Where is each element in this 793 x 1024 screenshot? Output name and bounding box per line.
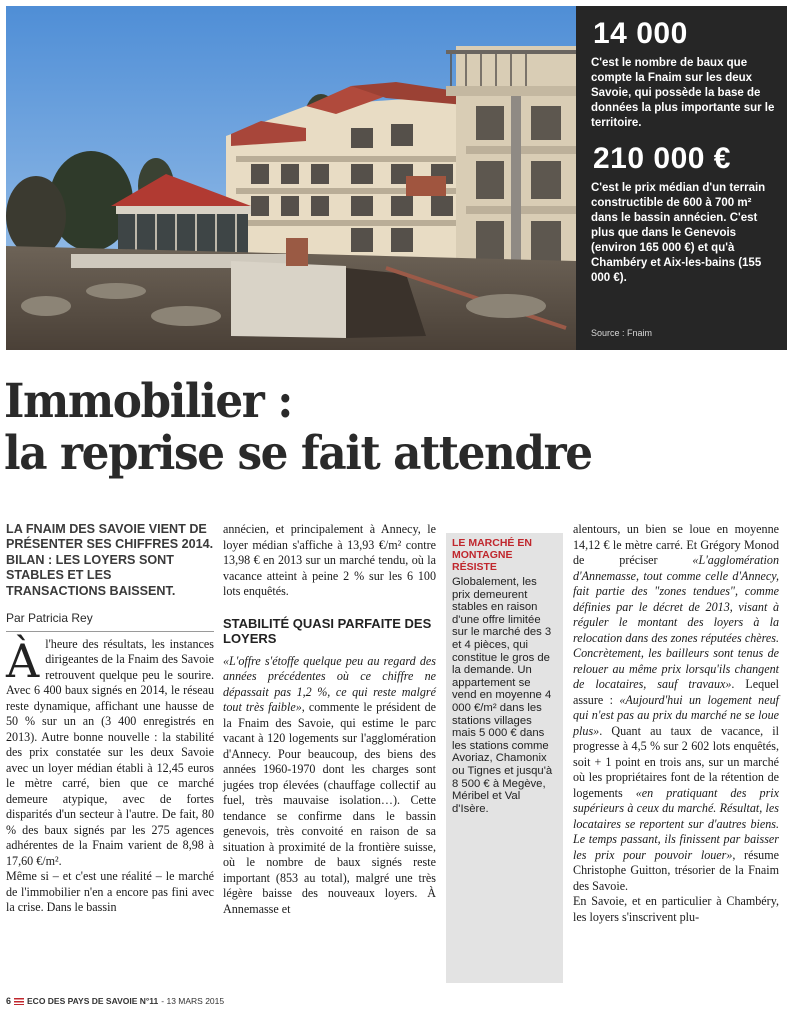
page-number: 6 <box>6 996 12 1006</box>
paragraph: Même si – et c'est une réalité – le marché de l'immobilier n'en a encore pas fini avec la crise. Dans le bassin <box>6 869 214 915</box>
paragraph: En Savoie, et en particulier à Chambéry, les loyers s'inscrivent plu- <box>573 894 779 924</box>
article-column-1 <box>6 522 214 916</box>
stat-description: C'est le nombre de baux que compte la Fnaim sur les deux Savoie, qui possède la base de données la plus importante sur le territoire. <box>591 57 775 129</box>
stat-number: 14 000 <box>593 17 688 50</box>
stats-source: Source : Fnaim <box>591 328 653 338</box>
quote: «L'offre s'étoffe quelque peu au regard des années précédentes où ce chiffre ne dépassait pas 1,2 %, ce qui reste malgré tout très faible» <box>223 653 436 714</box>
publication-date: - 13 MARS 2015 <box>161 996 225 1006</box>
key-figures-panel <box>576 6 787 350</box>
byline: Par Patricia Rey <box>6 611 214 632</box>
quote: «en pratiquant des prix supérieurs à ceux du marché. Résultat, les locataires se reportent sur d'autres biens. Le temps passant, ils finissent par baisser les prix pour pouvoir louer» <box>573 785 779 862</box>
inset-text: Globalement, les prix demeurent stables en raison d'une offre limitée sur le marché des 3 et 4 pièces, qui constitue le gros de la demande. Un appartement se vend en moyenne 4 000 €/m² dans les stations villages mais 5 000 € dans les stations comme Avoriaz, Chamonix ou Tignes et jusqu'à 8 500 € à Megève, Méribel et Val d'Isère. <box>452 576 553 815</box>
page-footer <box>6 996 224 1006</box>
paragraph: «L'offre s'étoffe quelque peu au regard des années précédentes où ce chiffre ne dépassait pas 1,2 %, ce qui reste malgré tout très faible», commente le président de la Fnaim des Savoie, qui estime le parc vacant à 120 logements sur l'agglomération d'Annecy. Pour beaucoup, des biens des années 1960-1970 dont les charges sont jugées trop élevées (chauffage collectif au fuel, très mauvaise isolation…). Cette tendance se confirme dans le bassin genevois, très convoité en raison de sa situation à proximité de la frontière suisse, où le nombre de baux signés reste important (853 au total), malgré une très légère baisse des nouveaux loyers. À Annemasse et <box>223 653 437 916</box>
publication-logo-icon <box>14 998 24 1005</box>
mountain-market-inset <box>446 533 563 983</box>
article-deck: LA FNAIM DES SAVOIE VIENT DE PRÉSENTER SES CHIFFRES 2014. BILAN : LES LOYERS SONT STABLES ET LES TRANSACTIONS BAISSENT. <box>6 522 214 598</box>
section-subhead: STABILITÉ QUASI PARFAITE DES LOYERS <box>223 615 432 646</box>
paragraph: annécien, et principalement à Annecy, le loyer médian s'affiche à 13,93 €/m² contre 13,98 € en 2013 sur un marché tendu, où la vacance atteint à peine 2 % sur les 6 100 lots enquêtés. <box>223 522 436 598</box>
inset-title: LE MARCHÉ EN MONTAGNE RÉSISTE <box>452 537 532 573</box>
article-column-4 <box>573 522 779 925</box>
quote: «L'agglomération d'Annemasse, tout comme celle d'Annecy, fait partie des "zones tendues", comme définies par le décret de 2013, visant à réguler le montant des loyers à la relocation dans des zones réputées chères. Concrètement, les bailleurs sont tenus de relouer au même prix lorsqu'ils changent de locataires, sauf travaux» <box>573 553 779 691</box>
article-column-2 <box>223 522 436 917</box>
stat-number: 210 000 € <box>593 142 731 175</box>
paragraph: Àl'heure des résultats, les instances dirigeantes de la Fnaim des Savoie retrouvent quelque peu le sourire. Avec 6 400 baux signés en 2014, le réseau reste dynamique, affichant une hausse de 50 % sur un an (3 400 enregistrés en 2013). Autre bonne nouvelle : la stabilité des prix constatée sur les deux Savoie avec un loyer médian établi à 12,45 euros le mètre carré, bien que ce marché demeure atypique, avec de fortes disparités d'un secteur à l'autre. De fait, 80 % des baux signés par les 275 agences adhérentes de la Fnaim varient de 8,98 à 17,60 €/m². <box>6 633 214 868</box>
article-headline <box>4 376 729 480</box>
publication-name: ECO DES PAYS DE SAVOIE N°11 <box>27 996 159 1006</box>
headline-line: la reprise se fait attendre <box>4 426 592 481</box>
residence-photo <box>6 6 576 350</box>
headline-line: Immobilier : <box>4 374 292 429</box>
paragraph: alentours, un bien se loue en moyenne 14,12 € le mètre carré. Et Grégory Monod de préciser «L'agglomération d'Annemasse, tout comme celle d'Annecy, fait partie des "zones tendues", comme définies par le décret de 2013, visant à réguler le montant des loyers à la relocation dans des zones réputées chères. Concrètement, les bailleurs sont tenus de relouer au même prix lorsqu'ils changent de locataires, sauf travaux». Lequel assure : «Aujourd'hui un logement neuf qui n'est pas au prix du marché ne se loue plus». Quant au taux de vacance, il progresse à 4,5 % sur 2 602 lots enquêtés, soit + 1 point en trois ans, sur un marché où les propriétaires font de la rétention de logements «en pratiquant des prix supérieurs à ceux du marché. Résultat, les locataires se reportent sur d'autres biens. Le temps passant, ils finissent par baisser les prix pour pouvoir louer», résume Christophe Guitton, trésorier de la Fnaim des Savoie. <box>573 522 779 893</box>
quote: «Aujourd'hui un logement neuf qui n'est pas au prix du marché ne se loue plus» <box>573 692 779 738</box>
drop-cap: À <box>6 633 40 688</box>
stat-description: C'est le prix médian d'un terrain constructible de 600 à 700 m² dans le bassin annécien. C'est plus que dans le Genevois (environ 165 000 €) et qu'à Chambéry et Aix-les-bains (155 000 €). <box>591 182 766 284</box>
